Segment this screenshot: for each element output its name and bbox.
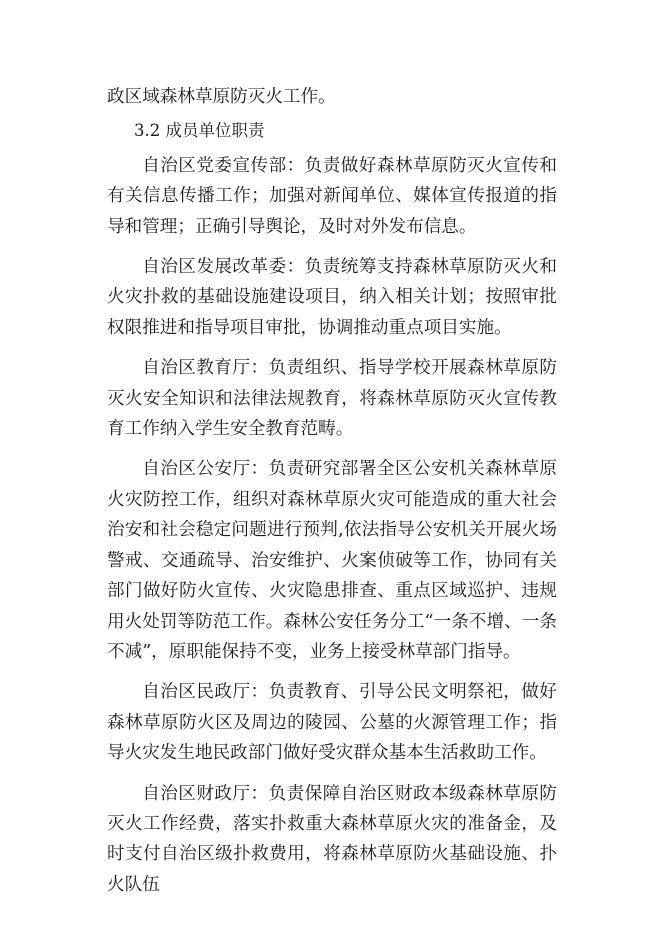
continuation-paragraph: 政区域森林草原防灭火工作。: [107, 87, 336, 107]
paragraph-education-dept: 自治区教育厅：负责组织、指导学校开展森林草原防灭火安全知识和法律法规教育，将森林草原防灭火宣传教育工作纳入学生安全教育范畴。: [107, 358, 557, 440]
section-heading: 3.2 成员单位职责: [134, 121, 265, 141]
document-body: [107, 82, 557, 910]
paragraph-finance-dept: 自治区财政厅：负责保障自治区财政本级森林草原防灭火工作经费，落实扑救重大森林草原火灾的准备金，及时支付自治区级扑救费用，将森林草原防火基础设施、扑火队伍: [107, 783, 557, 895]
paragraph-propaganda-dept: 自治区党委宣传部：负责做好森林草原防灭火宣传和有关信息传播工作；加强对新闻单位、媒体宣传报道的指导和管理；正确引导舆论，及时对外发布信息。: [107, 155, 557, 237]
paragraph-civil-affairs-dept: 自治区民政厅：负责教育、引导公民文明祭祀，做好森林草原防火区及周边的陵园、公墓的火源管理工作；指导火灾发生地民政部门做好受灾群众基本生活救助工作。: [107, 682, 557, 764]
paragraph-public-security-dept: 自治区公安厅：负责研究部署全区公安机关森林草原火灾防控工作，组织对森林草原火灾可能造成的重大社会治安和社会稳定问题进行预判,依法指导公安机关开展火场警戒、交通疏导、治安维护、火案侦破等工作，协同有关部门做好防火宣传、火灾隐患排查、重点区域巡护、违规用火处罚等防范工作。森林公安任务分工“一条不增、一条不减”，原职能保持不变，业务上接受林草部门指导。: [107, 459, 557, 662]
paragraph-development-reform: 自治区发展改革委：负责统筹支持森林草原防灭火和火灾扑救的基础设施建设项目，纳入相关计划；按照审批权限推进和指导项目审批，协调推动重点项目实施。: [107, 257, 557, 338]
